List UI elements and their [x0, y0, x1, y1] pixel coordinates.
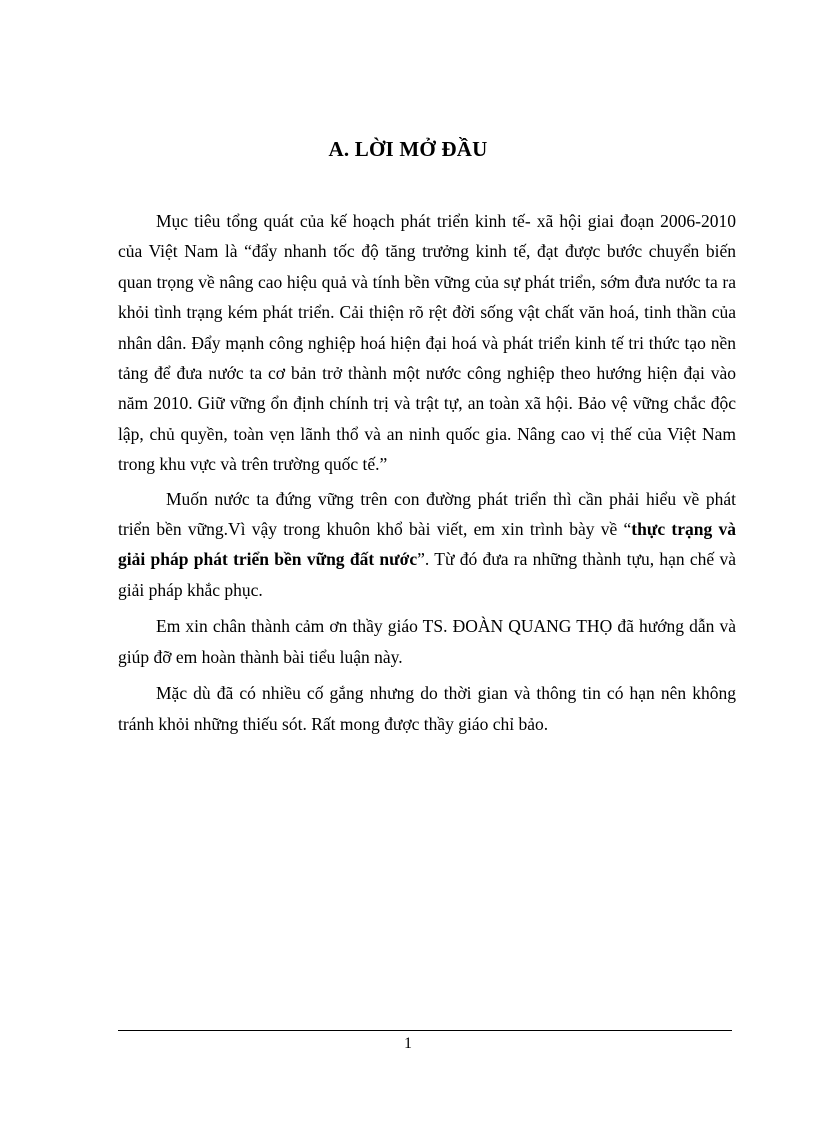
footer-divider	[118, 1030, 732, 1031]
page-number: 1	[404, 1035, 412, 1052]
page-title: A. LỜI MỞ ĐẦU	[328, 137, 488, 161]
paragraph-acknowledgement: Em xin chân thành cảm ơn thầy giáo TS. ĐOÀN QUANG THỌ đã hướng dẫn và giúp đỡ em hoàn thành bài tiểu luận này.	[118, 616, 736, 667]
paragraph-closing: Mặc dù đã có nhiều cố gắng nhưng do thời gian và thông tin có hạn nên không tránh khỏi những thiếu sót. Rất mong được thầy giáo chỉ bảo.	[118, 683, 736, 734]
paragraph-introduction	[118, 484, 736, 606]
paragraph-introduction-text: Muốn nước ta đứng vững trên con đường phát triển thì cần phải hiểu về phát triển bền vững.Vì vậy trong khuôn khổ bài viết, em xin trình bày về “	[118, 488, 736, 540]
document-body	[118, 206, 736, 739]
topic-title-bold: thực trạng và giải pháp phát triển bền vững đất nước	[118, 519, 736, 570]
paragraph-introduction-text-end: ”. Từ đó đưa ra những thành tựu, hạn chế và giải pháp khắc phục.	[118, 549, 736, 600]
paragraph-objectives: Mục tiêu tổng quát của kế hoạch phát triển kinh tế- xã hội giai đoạn 2006-2010 của Việt Nam là “đẩy nhanh tốc độ tăng trưởng kinh tế, đạt được bước chuyển biến quan trọng về nâng cao hiệu quả và tính bền vững của sự phát triển, sớm đưa nước ta ra khỏi tình trạng kém phát triển. Cải thiện rõ rệt đời sống vật chất văn hoá, tinh thần của nhân dân. Đẩy mạnh công nghiệp hoá hiện đại hoá và phát triển kinh tế tri thức tạo nền tảng để đưa nước ta cơ bản trở thành một nước công nghiệp theo hướng hiện đại vào năm 2010. Giữ vững ổn định chính trị và trật tự, an toàn xã hội. Bảo vệ vững chắc độc lập, chủ quyền, toàn vẹn lãnh thổ và an ninh quốc gia. Nâng cao vị thế của Việt Nam trong khu vực và trên trường quốc tế.”	[118, 211, 736, 475]
